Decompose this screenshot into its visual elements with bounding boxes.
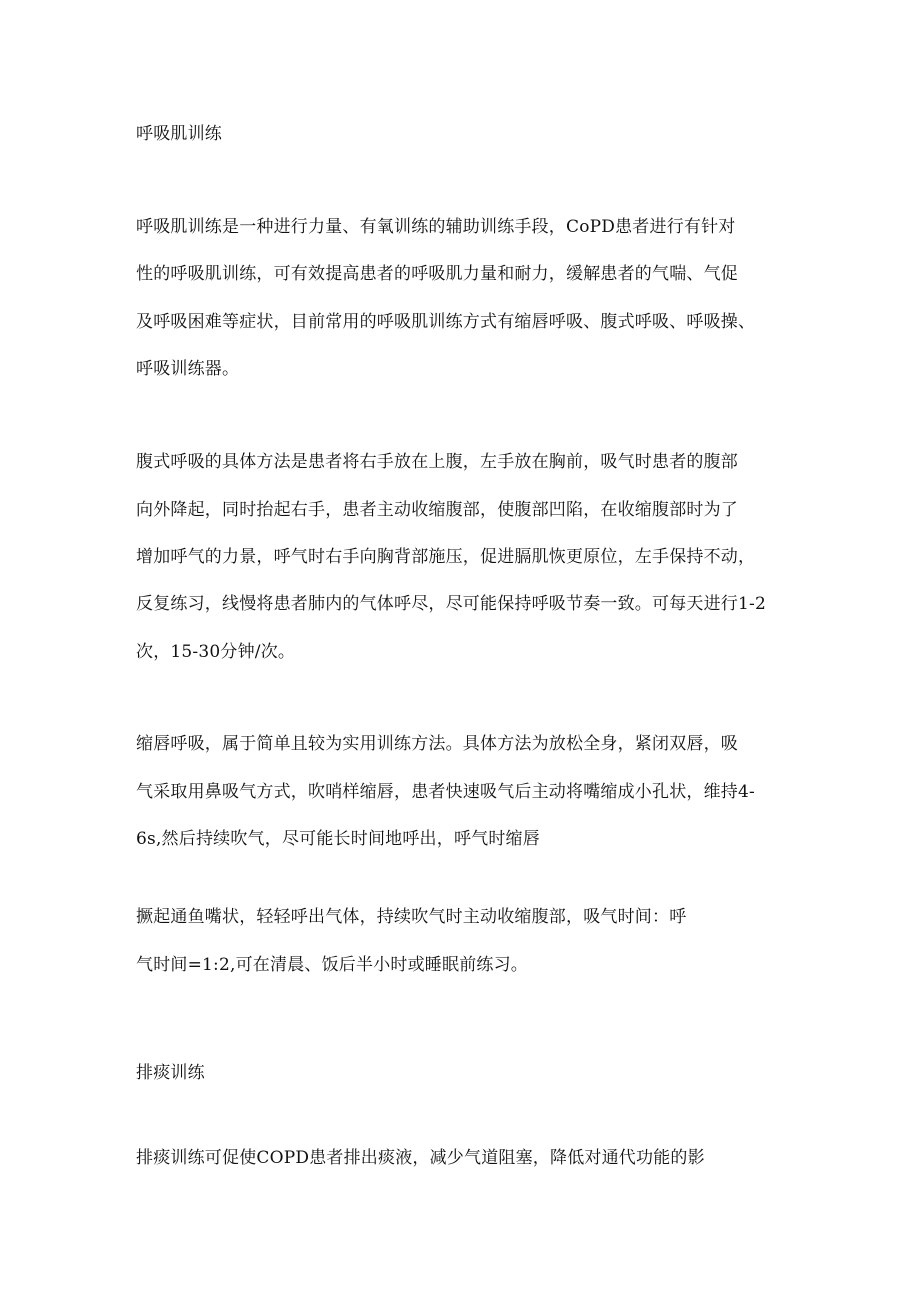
paragraph-4-line-2: 气时间=1:2,可在清晨、饭后半小时或睡眠前练习。 [136,955,529,975]
paragraph-2-line-3: 增加呼气的力景，呼气时右手向胸背部施压，促进膈肌恢更原位，左手保持不动， [136,547,756,567]
paragraph-2-line-2: 向外降起，同时抬起右手，患者主动收缩腹部，使腹部凹陷，在收缩腹部时为了 [136,500,738,520]
paragraph-3-line-2: 气采取用鼻吸气方式，吹哨样缩唇，患者快速吸气后主动将嘴缩成小孔状，维持4- [136,782,755,802]
section-heading-respiratory-muscle-training: 呼吸肌训练 [136,124,222,144]
section-heading-sputum-training: 排痰训练 [136,1063,205,1083]
paragraph-3-line-1: 缩唇呼吸，属于简单且较为实用训练方法。具体方法为放松全身，紧闭双唇，吸 [136,734,738,754]
paragraph-2-line-5: 次，15-30分钟/次。 [136,642,296,662]
paragraph-1-line-4: 呼吸训练器。 [136,359,240,379]
paragraph-2-line-4: 反复练习，线慢将患者肺内的气体呼尽，尽可能保持呼吸节奏一致。可每天进行1-2 [136,594,766,614]
paragraph-2-line-1: 腹式呼吸的具体方法是患者将右手放在上腹，左手放在胸前，吸气时患者的腹部 [136,452,738,472]
paragraph-5-line-1: 排痰训练可促使COPD患者排出痰液，减少气道阻塞，降低对通代功能的影 [136,1148,705,1168]
paragraph-4-line-1: 撅起通鱼嘴状，轻轻呼出气体，持续吹气时主动收缩腹部，吸气时间：呼 [136,907,687,927]
paragraph-1-line-1: 呼吸肌训练是一种进行力量、有氧训练的辅助训练手段，CoPD患者进行有针对 [136,217,736,237]
paragraph-1-line-3: 及呼吸困难等症状，目前常用的呼吸肌训练方式有缩唇呼吸、腹式呼吸、呼吸操、 [136,312,756,332]
paragraph-1-line-2: 性的呼吸肌训练，可有效提高患者的呼吸肌力量和耐力，缓解患者的气喘、气促 [136,264,738,284]
paragraph-3-line-3: 6s,然后持续吹气，尽可能长时间地呼出，呼气时缩唇 [136,829,540,849]
